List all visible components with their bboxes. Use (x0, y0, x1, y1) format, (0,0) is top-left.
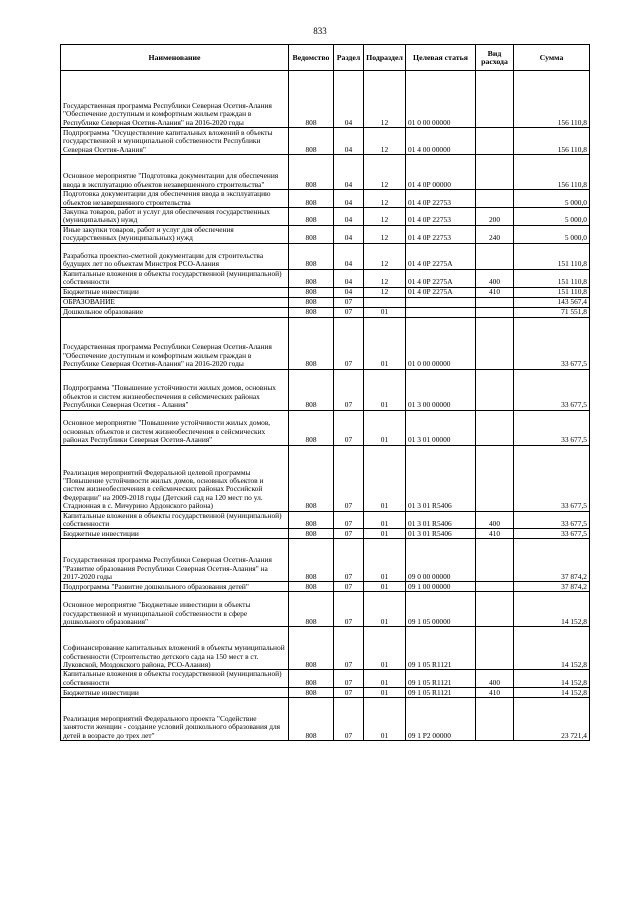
cell-dept: 808 (289, 71, 334, 128)
cell-subsection: 12 (364, 269, 406, 287)
cell-sum: 33 677,5 (514, 529, 590, 539)
table-row (61, 190, 590, 208)
cell-section: 04 (334, 128, 364, 155)
cell-target (406, 297, 476, 307)
cell-section: 04 (334, 269, 364, 287)
cell-type (476, 317, 514, 369)
cell-target: 01 3 01 R5406 (406, 511, 476, 529)
cell-section: 07 (334, 627, 364, 670)
cell-dept: 808 (289, 539, 334, 582)
cell-sum: 156 110,8 (514, 128, 590, 155)
cell-name: Подготовка документации для обеспечения ввода в эксплуатацию объектов незавершенного строительства (61, 190, 289, 208)
cell-sum: 33 677,5 (514, 317, 590, 369)
cell-target: 01 3 01 R5406 (406, 529, 476, 539)
cell-type: 410 (476, 529, 514, 539)
cell-name: Капитальные вложения в объекты государственной (муниципальной) собственности (61, 511, 289, 529)
cell-subsection (364, 297, 406, 307)
table-row (61, 128, 590, 155)
cell-dept: 808 (289, 698, 334, 741)
cell-sum: 37 874,2 (514, 582, 590, 592)
cell-name: Иные закупки товаров, работ и услуг для обеспечения государственных (муниципальных) нужд (61, 225, 289, 243)
cell-section: 04 (334, 190, 364, 208)
cell-sum: 156 110,8 (514, 71, 590, 128)
cell-section: 07 (334, 445, 364, 511)
cell-subsection: 01 (364, 688, 406, 698)
cell-target: 01 3 00 00000 (406, 369, 476, 410)
cell-subsection: 12 (364, 208, 406, 226)
cell-sum: 14 152,8 (514, 670, 590, 688)
cell-type: 410 (476, 688, 514, 698)
cell-type (476, 627, 514, 670)
table-row (61, 155, 590, 190)
cell-subsection: 01 (364, 592, 406, 627)
cell-dept: 808 (289, 445, 334, 511)
cell-section: 04 (334, 225, 364, 243)
cell-name: Основное мероприятие "Бюджетные инвестиции в объекты государственной и муниципальной собственности в сфере дошкольного образования" (61, 592, 289, 627)
cell-dept: 808 (289, 297, 334, 307)
cell-sum: 33 677,5 (514, 445, 590, 511)
col-header-sum: Сумма (514, 45, 590, 71)
cell-subsection: 01 (364, 582, 406, 592)
cell-section: 07 (334, 592, 364, 627)
cell-section: 07 (334, 297, 364, 307)
cell-name: Реализация мероприятий Федерального проекта "Содействие занятости женщин - создание условий дошкольного образования для детей в возрасте до трех лет" (61, 698, 289, 741)
col-header-type: Вид расхода (476, 45, 514, 71)
cell-sum: 37 874,2 (514, 539, 590, 582)
cell-sum: 33 677,5 (514, 511, 590, 529)
cell-type: 400 (476, 511, 514, 529)
cell-sum: 23 721,4 (514, 698, 590, 741)
cell-target: 09 1 05 R1121 (406, 670, 476, 688)
cell-type (476, 410, 514, 445)
cell-dept: 808 (289, 511, 334, 529)
cell-name: Государственная программа Республики Северная Осетия-Алания "Развитие образования Республики Северная Осетия-Алания" на 2017-2020 годы (61, 539, 289, 582)
cell-type (476, 128, 514, 155)
cell-section: 07 (334, 670, 364, 688)
cell-type: 410 (476, 287, 514, 297)
cell-subsection: 01 (364, 698, 406, 741)
cell-target: 01 3 01 00000 (406, 410, 476, 445)
cell-name: Бюджетные инвестиции (61, 287, 289, 297)
cell-name: Софинансирование капитальных вложений в объекты муниципальной собственности (Строительство детского сада на 150 мест в ст. Луковской, Моздокского района, РСО-Алания) (61, 627, 289, 670)
cell-section: 07 (334, 529, 364, 539)
cell-dept: 808 (289, 529, 334, 539)
cell-type: 400 (476, 269, 514, 287)
table-row (61, 670, 590, 688)
table-row (61, 627, 590, 670)
cell-dept: 808 (289, 269, 334, 287)
cell-type: 400 (476, 670, 514, 688)
col-header-subsection: Подраздел (364, 45, 406, 71)
cell-dept: 808 (289, 307, 334, 317)
cell-subsection: 01 (364, 511, 406, 529)
cell-section: 07 (334, 698, 364, 741)
cell-subsection: 01 (364, 539, 406, 582)
cell-dept: 808 (289, 128, 334, 155)
cell-sum: 143 567,4 (514, 297, 590, 307)
cell-subsection: 12 (364, 287, 406, 297)
cell-target: 09 1 00 00000 (406, 582, 476, 592)
cell-dept: 808 (289, 155, 334, 190)
cell-dept: 808 (289, 369, 334, 410)
cell-subsection: 01 (364, 529, 406, 539)
cell-type (476, 698, 514, 741)
cell-section: 07 (334, 511, 364, 529)
header-row (61, 45, 590, 71)
table-row (61, 592, 590, 627)
cell-subsection: 01 (364, 410, 406, 445)
cell-subsection: 12 (364, 128, 406, 155)
cell-sum: 71 551,8 (514, 307, 590, 317)
cell-name: Дошкольное образование (61, 307, 289, 317)
cell-target: 01 4 00 00000 (406, 128, 476, 155)
cell-section: 04 (334, 208, 364, 226)
table-row (61, 297, 590, 307)
cell-dept: 808 (289, 670, 334, 688)
cell-subsection: 12 (364, 243, 406, 269)
cell-name: Государственная программа Республики Северная Осетия-Алания "Обеспечение доступным и комфортным жильем граждан в Республике Северная Осетия-Алания" на 2016-2020 годы (61, 71, 289, 128)
cell-subsection: 01 (364, 627, 406, 670)
cell-type (476, 582, 514, 592)
table-row (61, 529, 590, 539)
cell-name: Капитальные вложения в объекты государственной (муниципальной) собственности (61, 670, 289, 688)
cell-name: Государственная программа Республики Северная Осетия-Алания "Обеспечение доступным и комфортным жильем граждан в Республике Северная Осетия-Алания" на 2016-2020 годы (61, 317, 289, 369)
cell-type (476, 243, 514, 269)
col-header-name: Наименование (61, 45, 289, 71)
cell-sum: 151 110,8 (514, 287, 590, 297)
cell-section: 04 (334, 71, 364, 128)
table-row (61, 307, 590, 317)
cell-sum: 156 110,8 (514, 155, 590, 190)
cell-section: 07 (334, 539, 364, 582)
table-row (61, 698, 590, 741)
cell-target: 01 4 0Р 00000 (406, 155, 476, 190)
cell-target: 09 0 00 00000 (406, 539, 476, 582)
table-row (61, 317, 590, 369)
cell-sum: 5 000,0 (514, 190, 590, 208)
cell-name: Бюджетные инвестиции (61, 688, 289, 698)
col-header-target: Целевая статья (406, 45, 476, 71)
table-row (61, 582, 590, 592)
cell-target: 09 1 05 00000 (406, 592, 476, 627)
cell-section: 07 (334, 582, 364, 592)
cell-target: 01 4 0Р 2275А (406, 243, 476, 269)
cell-dept: 808 (289, 208, 334, 226)
cell-sum: 14 152,8 (514, 688, 590, 698)
cell-section: 04 (334, 287, 364, 297)
cell-dept: 808 (289, 582, 334, 592)
table-row (61, 269, 590, 287)
table-row (61, 445, 590, 511)
cell-target: 09 1 05 R1121 (406, 688, 476, 698)
cell-dept: 808 (289, 410, 334, 445)
cell-dept: 808 (289, 190, 334, 208)
cell-name: Подпрограмма "Осуществление капитальных вложений в объекты государственной и муниципальной собственности Республики Северная Осетия-Алания" (61, 128, 289, 155)
cell-section: 04 (334, 155, 364, 190)
cell-sum: 151 110,8 (514, 243, 590, 269)
cell-sum: 5 000,0 (514, 225, 590, 243)
cell-subsection: 12 (364, 190, 406, 208)
cell-dept: 808 (289, 688, 334, 698)
table-row (61, 369, 590, 410)
budget-table (60, 44, 590, 741)
cell-name: Основное мероприятие "Подготовка документации для обеспечения ввода в эксплуатацию объектов незавершенного строительства" (61, 155, 289, 190)
table-row (61, 208, 590, 226)
cell-target: 09 1 05 R1121 (406, 627, 476, 670)
cell-type: 200 (476, 208, 514, 226)
cell-section: 07 (334, 688, 364, 698)
cell-type (476, 155, 514, 190)
col-header-section: Раздел (334, 45, 364, 71)
cell-target: 01 4 0Р 2275А (406, 269, 476, 287)
cell-dept: 808 (289, 592, 334, 627)
cell-name: Реализация мероприятий Федеральной целевой программы "Повышение устойчивости жилых домов, основных объектов и систем жизнеобеспечения в сейсмических районах Российской Федерации" на 2009-2018 годы (Детский сад на 120 мест по ул. Стадионная в с. Мичурино Ардонского района) (61, 445, 289, 511)
table-row (61, 688, 590, 698)
table-row (61, 243, 590, 269)
cell-target: 01 4 0Р 22753 (406, 208, 476, 226)
cell-section: 07 (334, 307, 364, 317)
cell-name: Разработка проектно-сметной документации для строительства будущих лет по объектам Минстроя РСО-Алания (61, 243, 289, 269)
cell-target: 01 0 00 00000 (406, 71, 476, 128)
cell-type (476, 297, 514, 307)
table-row (61, 287, 590, 297)
table-row (61, 511, 590, 529)
cell-target: 09 1 Р2 00000 (406, 698, 476, 741)
cell-subsection: 12 (364, 71, 406, 128)
cell-subsection: 12 (364, 225, 406, 243)
cell-target: 01 4 0Р 2275А (406, 287, 476, 297)
cell-name: Капитальные вложения в объекты государственной (муниципальной) собственности (61, 269, 289, 287)
cell-type (476, 445, 514, 511)
cell-type (476, 307, 514, 317)
cell-name: Закупка товаров, работ и услуг для обеспечения государственных (муниципальных) нужд (61, 208, 289, 226)
cell-dept: 808 (289, 627, 334, 670)
table-row (61, 225, 590, 243)
cell-section: 07 (334, 410, 364, 445)
cell-name: ОБРАЗОВАНИЕ (61, 297, 289, 307)
cell-sum: 33 677,5 (514, 410, 590, 445)
cell-name: Основное мероприятие "Повышение устойчивости жилых домов, основных объектов и систем жизнеобеспечения в сейсмических районах Республики Северная Осетия-Алания" (61, 410, 289, 445)
cell-target: 01 3 01 R5406 (406, 445, 476, 511)
cell-target: 01 4 0Р 22753 (406, 190, 476, 208)
cell-name: Бюджетные инвестиции (61, 529, 289, 539)
cell-type (476, 369, 514, 410)
cell-target: 01 0 00 00000 (406, 317, 476, 369)
col-header-dept: Ведомство (289, 45, 334, 71)
cell-section: 04 (334, 243, 364, 269)
cell-type (476, 190, 514, 208)
cell-sum: 5 000,0 (514, 208, 590, 226)
cell-name: Подпрограмма "Развитие дошкольного образования детей" (61, 582, 289, 592)
cell-section: 07 (334, 317, 364, 369)
cell-type (476, 539, 514, 582)
cell-subsection: 01 (364, 307, 406, 317)
cell-subsection: 01 (364, 317, 406, 369)
cell-subsection: 01 (364, 445, 406, 511)
cell-name: Подпрограмма "Повышение устойчивости жилых домов, основных объектов и систем жизнеобеспечения в сейсмических районах Республики Северная Осетия - Алания" (61, 369, 289, 410)
cell-type (476, 71, 514, 128)
cell-sum: 14 152,8 (514, 592, 590, 627)
table-row (61, 539, 590, 582)
cell-type (476, 592, 514, 627)
cell-sum: 33 677,5 (514, 369, 590, 410)
cell-sum: 151 110,8 (514, 269, 590, 287)
cell-dept: 808 (289, 287, 334, 297)
cell-dept: 808 (289, 243, 334, 269)
table-row (61, 410, 590, 445)
page-number: 833 (313, 26, 327, 36)
cell-subsection: 01 (364, 670, 406, 688)
cell-target: 01 4 0Р 22753 (406, 225, 476, 243)
table-row (61, 71, 590, 128)
cell-dept: 808 (289, 317, 334, 369)
cell-section: 07 (334, 369, 364, 410)
cell-sum: 14 152,8 (514, 627, 590, 670)
cell-subsection: 01 (364, 369, 406, 410)
cell-target (406, 307, 476, 317)
cell-type: 240 (476, 225, 514, 243)
cell-subsection: 12 (364, 155, 406, 190)
cell-dept: 808 (289, 225, 334, 243)
